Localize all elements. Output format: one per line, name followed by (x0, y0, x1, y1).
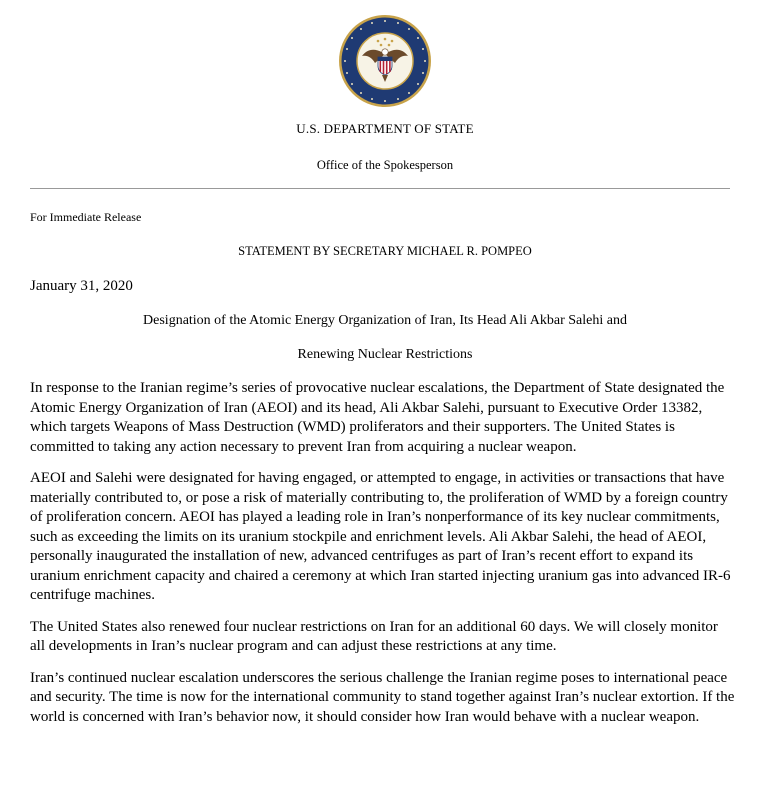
title-line-1: Designation of the Atomic Energy Organization of Iran, Its Head Ali Akbar Salehi and (143, 313, 627, 328)
paragraph: The United States also renewed four nuclear restrictions on Iran for an additional 60 days. We will closely monitor all developments in Iran’s nuclear program and can adjust these restrictions at any time. (30, 618, 718, 654)
statement-heading: STATEMENT BY SECRETARY MICHAEL R. POMPEO (238, 244, 532, 258)
header-divider (30, 188, 730, 189)
department-of-state-seal-icon (338, 14, 432, 108)
paragraph: AEOI and Salehi were designated for having engaged, or attempted to engage, in activities or transactions that have materially contributed to, or pose a risk of materially contributing to, the proliferation of WMD by a foreign country of proliferation concern. AEOI has played a leading role in Iran’s nonperformance of its key nuclear commitments, such as exceeding the limits on its uranium stockpile and enrichment levels. Ali Akbar Salehi, the head of AEOI, personally inaugurated the installation of new, advanced centrifuges as part of Iran’s recent effort to expand its uranium enrichment capacity and chaired a ceremony at which Iran started injecting uranium gas into advanced IR-6 centrifuge machines. (30, 470, 731, 603)
release-label: For Immediate Release (30, 210, 142, 224)
department-name: U.S. DEPARTMENT OF STATE (296, 121, 474, 136)
office-name: Office of the Spokesperson (316, 158, 454, 172)
paragraph: Iran’s continued nuclear escalation underscores the serious challenge the Iranian regime poses to international peace and security. The time is now for the international community to stand together against Iran’s nuclear extortion. If the world is concerned with Iran’s behavior now, it should consider how Iran would behave with a nuclear weapon. (30, 669, 735, 725)
title-line-2: Renewing Nuclear Restrictions (297, 347, 473, 362)
paragraph: In response to the Iranian regime’s series of provocative nuclear escalations, the Department of State designated the Atomic Energy Organization of Iran (AEOI) and its head, Ali Akbar Salehi, pursuant to Executive Order 13382, which targets Weapons of Mass Destruction (WMD) proliferators and their supporters. The United States is committed to taking any action necessary to prevent Iran from acquiring a nuclear weapon. (30, 380, 725, 455)
statement-body (30, 379, 735, 739)
release-date: January 31, 2020 (30, 278, 133, 294)
